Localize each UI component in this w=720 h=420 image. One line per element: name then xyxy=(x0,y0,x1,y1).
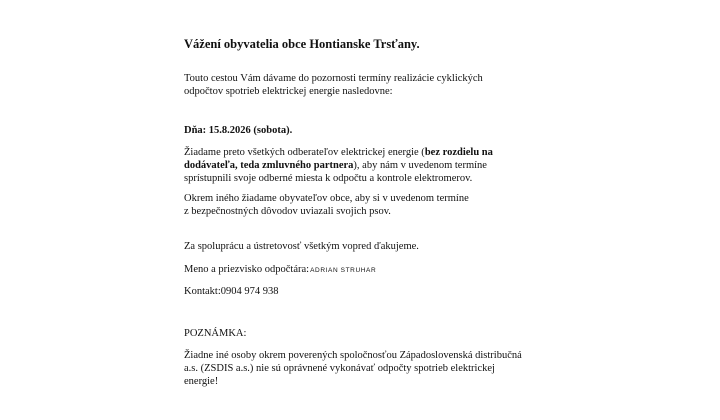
thanks-line: Za spoluprácu a ústretovosť všetkým vopred ďakujeme. xyxy=(184,241,419,252)
request-text: Žiadame preto všetkých odberateľov elektrickej energie ( xyxy=(184,147,425,158)
contact-label: Kontakt: xyxy=(184,286,221,297)
request-line xyxy=(184,146,493,159)
note-line: energie! xyxy=(184,376,219,387)
request-emphasis: bez rozdielu na xyxy=(424,147,493,158)
request-emphasis: dodávateľa, teda zmluvného partnera xyxy=(184,160,354,171)
note-line: a.s. (ZSDIS a.s.) nie sú oprávnené vykonávať odpočty spotrieb elektrickej xyxy=(184,363,495,374)
request-text: ), aby nám v uvedenom termíne xyxy=(353,160,487,171)
reading-date: Dňa: 15.8.2026 (sobota). xyxy=(184,125,293,136)
reader-label: Meno a priezvisko odpočtára: xyxy=(184,264,310,275)
intro-line: Touto cestou Vám dávame do pozornosti termíny realizácie cyklických xyxy=(184,73,483,84)
reader-name: ADRIAN STRUHAR xyxy=(310,267,377,274)
contact-line xyxy=(184,285,279,298)
note-paragraph xyxy=(184,349,522,388)
dogs-paragraph xyxy=(184,192,469,218)
note-line: Žiadne iné osoby okrem poverených spoločnosťou Západoslovenská distribučná xyxy=(184,350,522,361)
intro-line: odpočtov spotrieb elektrickej energie nasledovne: xyxy=(184,86,393,97)
request-line: sprístupnili svoje odberné miesta k odpočtu a kontrole elektromerov. xyxy=(184,173,473,184)
document-title: Vážení obyvatelia obce Hontianske Trsťany. xyxy=(184,37,420,51)
request-line xyxy=(184,159,493,172)
request-paragraph xyxy=(184,146,493,185)
note-heading: POZNÁMKA: xyxy=(184,328,247,339)
dogs-line: z bezpečnostných dôvodov uviazali svojich psov. xyxy=(184,206,391,217)
contact-value: 0904 974 938 xyxy=(220,286,279,297)
dogs-line: Okrem iného žiadame obyvateľov obce, aby si v uvedenom termíne xyxy=(184,193,469,204)
intro-paragraph xyxy=(184,72,483,98)
reader-line xyxy=(184,263,376,277)
